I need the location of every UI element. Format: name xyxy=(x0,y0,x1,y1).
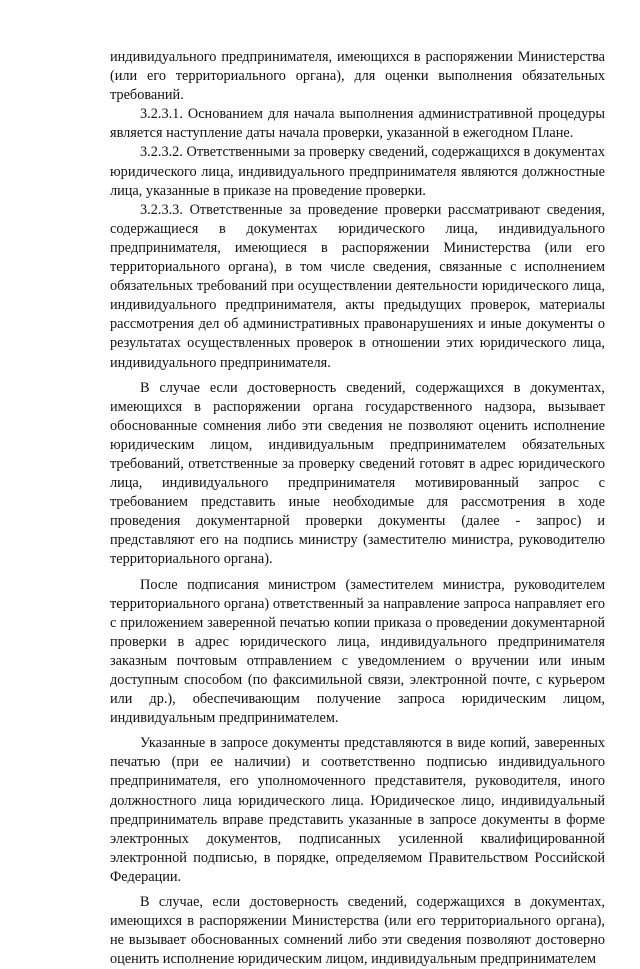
paragraph-documents-form: Указанные в запросе документы представляются в виде копий, заверенных печатью (при ее наличии) и соответственно подписью индивидуального предпринимателя, его уполномоченного представителя, руководителя, иного должностного лица юридического лица. Юридическое лицо, индивидуальный предприниматель вправе представить указанные в запросе документы в форме электронных документов, подписанных усиленной квалифицированной электронной подписью, в порядке, определяемом Правительством Российской Федерации. xyxy=(110,735,605,885)
paragraph-doubtful-information: В случае если достоверность сведений, содержащихся в документах, имеющихся в распоряжении органа государственного надзора, вызывает обоснованные сомнения либо эти сведения не позволяют оценить исполнение юридическим лицом, индивидуальным предпринимателем обязательных требований, ответственные за проверку сведений готовят в адрес юридического лица, индивидуального предпринимателя мотивированный запрос с требованием представить иные необходимые для рассмотрения в ходе проведения документарной проверки документы (далее - запрос) и представляют его на подпись министру (заместителю министра, руководителю территориального органа). xyxy=(110,379,605,568)
paragraph-request-sending: После подписания министром (заместителем министра, руководителем территориального органа) ответственный за направление запроса направляет его с приложением заверенной печатью копии приказа о проведении документарной проверки в адрес юридического лица, индивидуального предпринимателя заказным почтовым отправлением с уведомлением о вручении или иным доступным способом (по факсимильной связи, электронной почте, с курьером или др.), обеспечивающим получение запроса юридическим лицом, индивидуальным предпринимателем. xyxy=(110,576,605,727)
paragraph-continuation: индивидуального предпринимателя, имеющихся в распоряжении Министерства (или его территориального органа), для оценки выполнения обязательных требований. xyxy=(110,49,605,104)
document-body xyxy=(110,48,605,969)
paragraph-3-2-3-2: 3.2.3.2. Ответственными за проверку сведений, содержащихся в документах юридического лица, индивидуального предпринимателя являются должностные лица, указанные в приказе на проведение проверки. xyxy=(110,144,605,199)
paragraph-3-2-3-1: 3.2.3.1. Основанием для начала выполнения административной процедуры является наступление даты начала проверки, указанной в ежегодном Плане. xyxy=(110,106,605,142)
paragraph-3-2-3-3: 3.2.3.3. Ответственные за проведение проверки рассматривают сведения, содержащиеся в документах юридического лица, индивидуального предпринимателя, имеющиеся в распоряжении Министерства (или его территориального органа), в том числе сведения, связанные с исполнением обязательных требований при осуществлении деятельности юридического лица, индивидуального предпринимателя, акты предыдущих проверок, материалы рассмотрения дел об административных правонарушениях и иные документы о результатах осуществленных проверок в отношении этих юридического лица, индивидуального предпринимателя. xyxy=(110,201,605,371)
paragraph-reliable-information: В случае, если достоверность сведений, содержащихся в документах, имеющихся в распоряжении Министерства (или его территориального органа), не вызывает обоснованных сомнений либо эти сведения позволяют достоверно оценить исполнение юридическим лицом, индивидуальным предпринимателем xyxy=(110,894,605,968)
